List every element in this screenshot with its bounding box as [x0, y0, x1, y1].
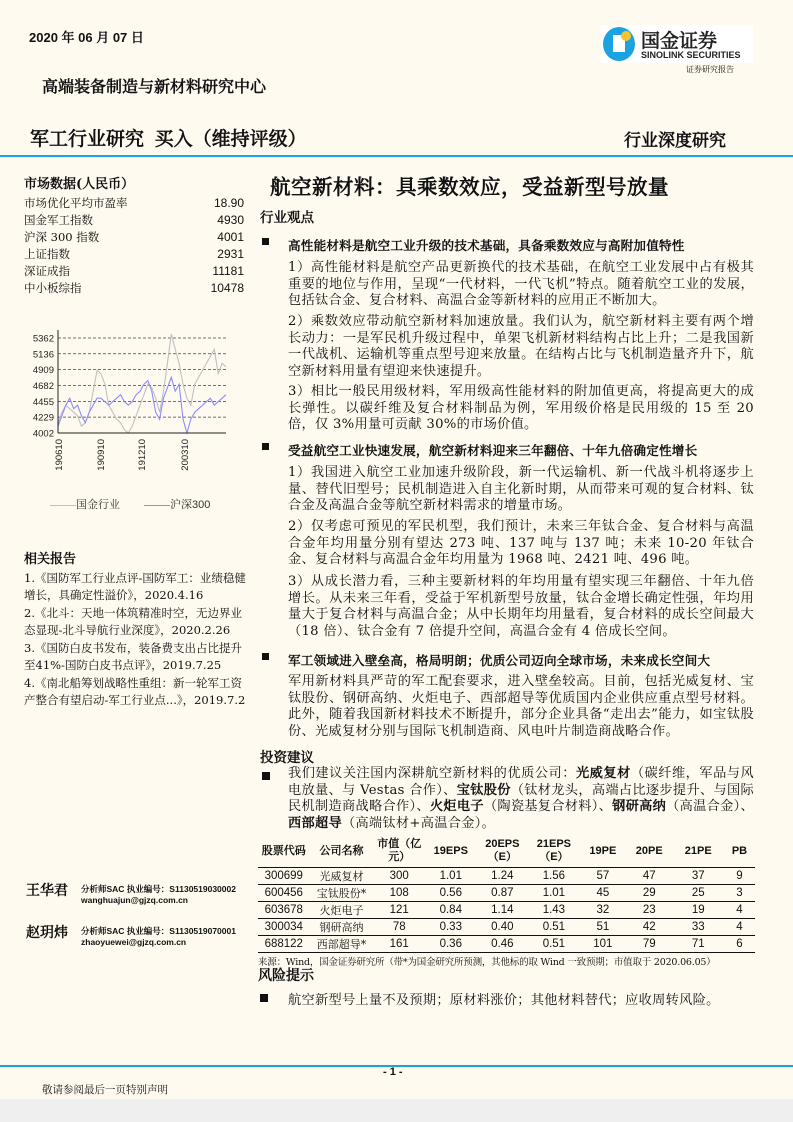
legend-guojin: 国金行业 — [50, 496, 120, 512]
table-cell: 1.01 — [439, 869, 462, 882]
table-header: 股票代码 — [261, 844, 306, 857]
table-cell: 钢研高纳 — [319, 920, 364, 934]
table-cell: 0.51 — [542, 937, 566, 950]
company-name: 钢研高纳 — [612, 799, 667, 815]
bullet-point-3: 军工领域进入壁垒高，格局明朗；优质公司迈向全球市场，未来成长空间大 — [262, 650, 756, 669]
table-row — [258, 901, 755, 918]
sinolink-logo: 国金证券 SINOLINK SECURITIES — [601, 25, 753, 63]
risk-text: 航空新型号上量不及预期；原材料涨价；其他材料替代；应收周转风险。 — [288, 993, 720, 1008]
table-cell: 37 — [691, 869, 705, 882]
table-header: 19PE — [589, 844, 617, 857]
table-cell: 33 — [691, 920, 705, 933]
text: （高端钛材+高温合金）。 — [341, 815, 496, 831]
table-cell: 25 — [691, 886, 705, 899]
table-cell: 6 — [736, 937, 743, 950]
disclaimer-note: 敬请参阅最后一页特别声明 — [42, 1084, 168, 1096]
table-cell: 101 — [593, 937, 613, 950]
invest-paragraph — [288, 766, 754, 832]
table-cell: 0.46 — [491, 937, 514, 950]
market-data-row: 国金军工指数 4930 — [24, 213, 244, 227]
table-cell: 47 — [642, 869, 656, 882]
x-tick-label: 190910 — [96, 439, 107, 471]
paragraph: 1）我国进入航空工业加速升级阶段，新一代运输机、新一代战斗机将逐步上量、替代旧型号；民机制造进入自主化新时期，从而带来可观的复合材料、钛合金及高温合金等航空新材料需求的增量市场。 — [288, 465, 754, 514]
y-tick-label: 4909 — [32, 365, 54, 377]
invest-heading: 投资建议 — [260, 750, 314, 766]
table-cell: 300699 — [264, 869, 303, 882]
table-header: 市值（亿元） — [377, 838, 422, 863]
table-cell: 宝钛股份* — [316, 886, 367, 900]
table-cell: 51 — [596, 920, 610, 933]
table-cell: 71 — [691, 937, 705, 950]
table-row — [258, 884, 755, 901]
y-tick-label: 4455 — [32, 396, 54, 408]
table-cell: 3 — [736, 886, 743, 899]
table-cell: 79 — [642, 937, 656, 950]
table-cell: 0.51 — [542, 920, 566, 933]
research-center: 高端装备制造与新材料研究中心 — [42, 77, 267, 96]
table-cell: 1.24 — [491, 869, 514, 882]
table-cell: 0.33 — [439, 920, 462, 933]
table-cell: 603678 — [264, 903, 303, 916]
table-cell: 29 — [642, 886, 656, 899]
table-cell: 78 — [392, 920, 406, 933]
paragraph: 3）从成长潜力看，三种主要新材料的年均用量有望实现三年翻倍、十年九倍增长。从未来三年看，受益于军机新型号放量，钛合金增长确定性强，年均用量大于复合材料与高温合金；从中长期年均用量看，复合材料的成长空间最大（18 倍）、钛合金有 7 倍提升空间，高温合金有 4 倍成长空间。 — [288, 574, 754, 639]
bullet-square-icon — [262, 772, 270, 780]
text: 我们建议关注国内深耕航空新材料的优质公司： — [288, 766, 576, 781]
report-title: 航空新材料：具乘数效应，受益新型号放量 — [270, 175, 669, 199]
index-line-chart — [20, 330, 240, 520]
company-name: 宝钛股份 — [456, 782, 511, 798]
legend-hs300: 沪深300 — [144, 496, 210, 512]
y-tick-label: 4682 — [32, 381, 54, 392]
report-type: 行业深度研究 — [624, 131, 726, 151]
table-cell: 西部超导* — [316, 937, 367, 951]
risk-heading: 风险提示 — [258, 968, 314, 984]
text: （碳纤维，军品与风电放量、与 Vestas 合作）、 — [288, 766, 754, 798]
table-cell: 300 — [389, 869, 409, 882]
paragraph: 军用新材料具严苛的军工配套要求，进入壁垒较高。目前，包括光威复材、宝钛股份、钢研高纳、火炬电子、西部超导等优质国内企业供应重点型号材料。此外，随着我国新材料技术不断提升，部分企业具备“走出去”能力，如宝钛股份、光威复材分别与国际飞机制造商、风电叶片制造商战略合作。 — [288, 674, 754, 739]
table-cell: 121 — [389, 903, 409, 916]
table-cell: 32 — [596, 903, 610, 916]
x-tick-label: 200310 — [180, 439, 191, 471]
header-divider — [0, 155, 793, 157]
table-cell: 1.43 — [542, 903, 566, 916]
company-name: 光威复材 — [575, 766, 631, 781]
y-tick-label: 5362 — [32, 333, 54, 345]
company-name: 火炬电子 — [429, 799, 484, 815]
company-name: 西部超导 — [288, 815, 342, 831]
table-cell: 0.36 — [439, 937, 462, 950]
chart-legend — [50, 496, 210, 512]
y-tick-label: 5136 — [32, 349, 54, 361]
related-reports: 相关报告 1.《国防军工行业点评-国防军工：业绩稳健增长，具确定性溢价》，2020.4.16 2.《北斗：天地一体筑精准时空，无边界业态显现-北斗导航行业深度》，2020.2.26 3.《国防白皮书发布，装备费支出占比提升至41%-国防白皮书点评》，2019.7.25 4.《南北船筹划战略性重组：新一轮军工资产整合有望启动-军工行业点...》，2019.7.2 — [24, 548, 252, 710]
related-report-link[interactable]: 1.《国防军工行业点评-国防军工：业绩稳健增长，具确定性溢价》，2020.4.16 — [24, 571, 246, 602]
valuation-table — [258, 835, 755, 968]
table-cell: 1.01 — [542, 886, 566, 899]
table-cell: 1.56 — [542, 869, 566, 882]
table-source: 来源：Wind，国金证券研究所（带*为国金研究所预测，其他标的取 Wind 一致预期；市值取于 2020.06.05） — [258, 952, 755, 968]
sector-title: 军工行业研究 买入（维持评级） — [30, 129, 307, 150]
related-report-link[interactable]: 4.《南北船筹划战略性重组：新一轮军工资产整合有望启动-军工行业点...》，2019.7.2 — [24, 676, 246, 707]
table-cell: 4 — [736, 920, 743, 933]
table-row — [258, 918, 755, 935]
table-cell: 火炬电子 — [319, 903, 364, 917]
text: （钛材龙头，高端占比逐步提升、与国际民机制造商战略合作）、 — [288, 782, 754, 815]
table-cell: 688122 — [264, 937, 303, 950]
table-cell: 57 — [596, 869, 610, 882]
table-header: 20EPS（E） — [485, 838, 520, 863]
bullet-square-icon — [260, 994, 268, 1002]
table-cell: 0.87 — [491, 886, 514, 899]
table-row — [258, 935, 755, 952]
table-cell: 19 — [691, 903, 705, 916]
table-header: 21PE — [684, 844, 712, 857]
text: （高温合金）、 — [666, 799, 755, 815]
view-heading: 行业观点 — [260, 210, 314, 226]
table-row — [258, 867, 755, 884]
table-cell: 光威复材 — [319, 869, 364, 883]
table-cell: 108 — [389, 886, 409, 899]
market-data-row: 深证成指 11181 — [24, 264, 244, 278]
bullet-point-2: 受益航空工业快速发展，航空新材料迎来三年翻倍、十年九倍确定性增长 — [262, 440, 756, 459]
paragraph: 2）仅考虑可预见的军民机型，我们预计，未来三年钛合金、复合材料与高温合金年均用量分别有望达 273 吨、137 吨与 137 吨；未来 10-20 年钛合金、复合材料与高温合金年均用量为 1968 吨、2421 吨、496 吨。 — [288, 519, 754, 568]
table-cell: 9 — [736, 869, 743, 882]
market-data-row: 市场优化平均市盈率 18.90 — [24, 196, 244, 210]
analyst-email-link[interactable]: zhaoyuewei@gjzq.com.cn — [81, 937, 187, 947]
logo-subtitle: 证券研究报告 — [686, 65, 734, 74]
page-number: - 1 - — [383, 1066, 403, 1078]
table-cell: 45 — [596, 886, 610, 899]
table-header: PB — [731, 844, 748, 857]
report-date: 2020 年 06 月 07 日 — [29, 30, 144, 45]
table-header: 公司名称 — [319, 844, 364, 857]
table-cell: 161 — [389, 937, 409, 950]
market-data-row: 沪深 300 指数 4001 — [24, 230, 244, 244]
table-cell: 300034 — [264, 920, 303, 933]
table-cell: 42 — [642, 920, 656, 933]
x-tick-label: 190610 — [54, 439, 65, 471]
y-tick-label: 4002 — [32, 428, 54, 440]
table-cell: 0.56 — [439, 886, 462, 899]
paragraph: 3）相比一般民用级材料，军用级高性能材料的附加值更高，将提高更大的成长弹性。以碳纤维及复合材料制品为例，军用级价格是民用级的 15 至 20 倍，仅 3%用量可贡献 30%的市场价值。 — [288, 384, 754, 433]
table-cell: 23 — [642, 903, 656, 916]
table-cell: 1.14 — [491, 903, 514, 916]
bullet-point-1: 高性能材料是航空工业升级的技术基础，具备乘数效应与高附加值特性 — [262, 235, 756, 254]
analyst: 王华君 分析师SAC 执业编号：S1130519030002 wanghuajun@gjzq.com.cn — [26, 883, 236, 905]
market-data-row: 中小板综指 10478 — [24, 281, 244, 295]
table-cell: 0.40 — [491, 920, 514, 933]
market-data-row: 上证指数 2931 — [24, 247, 244, 261]
paragraph: 1）高性能材料是航空产品更新换代的技术基础，在航空工业发展中占有极其重要的地位与作用，呈现“一代材料，一代飞机”特点。随着航空工业的发展，包括钛合金、复合材料、高温合金等新材料的应用正不断加大。 — [288, 260, 754, 309]
analyst: 赵玥炜 分析师SAC 执业编号：S1130519070001 zhaoyuewei@gjzq.com.cn — [26, 925, 236, 947]
related-report-link[interactable]: 2.《北斗：天地一体筑精准时空，无边界业态显现-北斗导航行业深度》，2020.2.26 — [24, 606, 242, 637]
related-report-link[interactable]: 3.《国防白皮书发布，装备费支出占比提升至41%-国防白皮书点评》，2019.7.25 — [24, 641, 242, 672]
paragraph: 2）乘数效应带动航空新材料加速放量。我们认为，航空新材料主要有两个增长动力：一是军民机升级过程中，单架飞机新材料结构占比上升；二是我国新一代战机、运输机等重点型号迎来放量。在结构占比与飞机制造量齐升下，航空新材料用量有望迎来快速提升。 — [288, 314, 754, 379]
table-header: 21EPS（E） — [536, 838, 571, 863]
y-tick-label: 4229 — [32, 412, 54, 424]
market-data: 市场数据(人民币） 市场优化平均市盈率 18.90 国金军工指数 4930 沪深 300 指数 4001 上证指数 2931 深证成指 11181 中小板综指 10478 — [24, 177, 244, 295]
analyst-email-link[interactable]: wanghuajun@gjzq.com.cn — [81, 895, 188, 905]
table-header: 19EPS — [433, 844, 468, 857]
table-cell: 600456 — [264, 886, 303, 899]
table-cell: 4 — [736, 903, 743, 916]
x-tick-label: 191210 — [137, 439, 148, 471]
table-cell: 0.84 — [439, 903, 462, 916]
table-header: 20PE — [635, 844, 663, 857]
text: （陶瓷基复合材料）、 — [483, 799, 613, 815]
